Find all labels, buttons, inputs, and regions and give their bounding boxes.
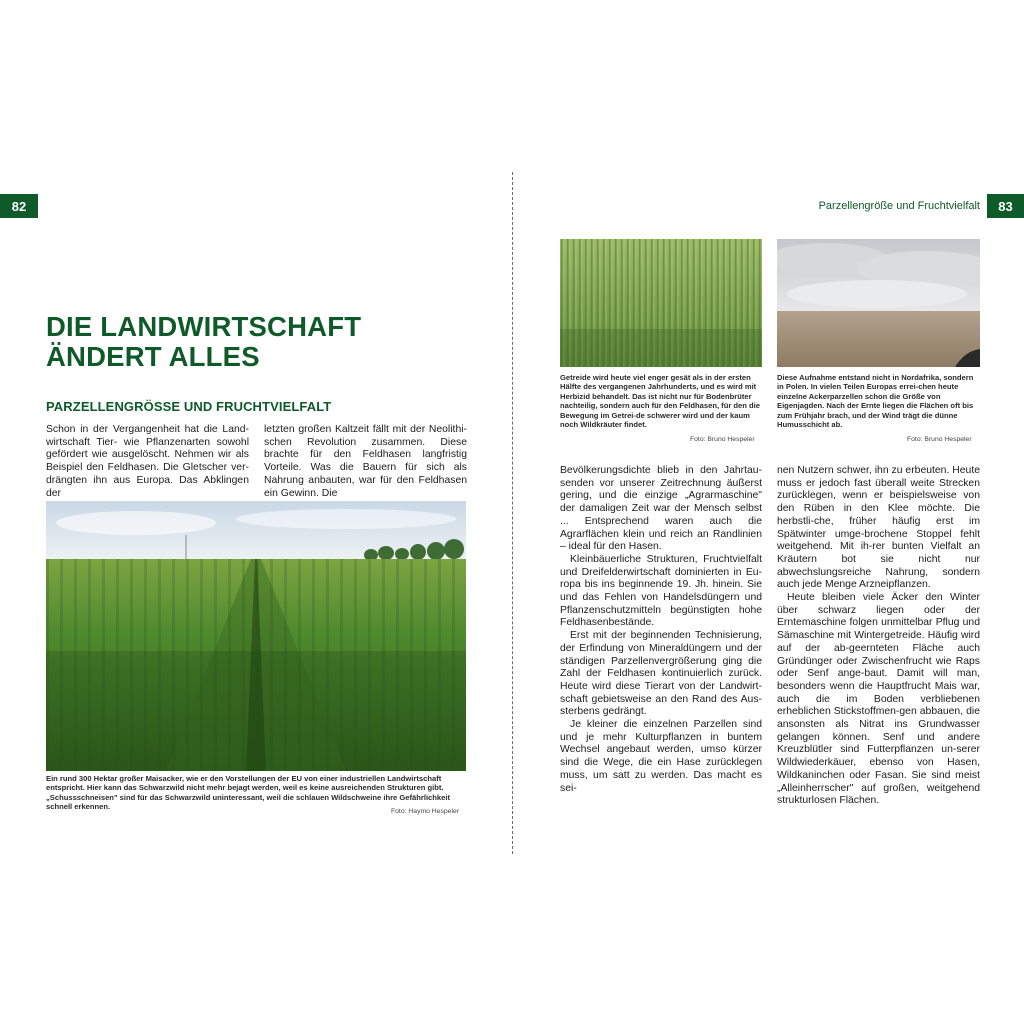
left-column-2 [264, 424, 467, 500]
paragraph: Je kleiner die einzelnen Parzellen sind und je mehr Kulturpflanzen in buntem Wechsel angebaut werden, umso kürzer sind die Wege, die ein Hase zurücklegen muss, um satt zu werden. Das macht es sei- [560, 719, 762, 794]
corn-field-credit: Foto: Haymo Hespeler [391, 808, 459, 815]
page-number-right: 83 [987, 194, 1024, 218]
running-head: Parzellengröße und Fruchtvielfalt [818, 200, 980, 212]
paragraph: Kleinbäuerliche Strukturen, Fruchtvielfalt und Dreifelderwirtschaft dominierten in Eu-ropa bis ins beginnende 19. Jh. hinein. Sie und das Fehlen von Handelsdüngern und Pflanzenschutzmitteln begünstigten hohe Feldhasenbestände. [560, 553, 762, 629]
page-number-left: 82 [0, 194, 38, 218]
chapter-title-line-1: DIE LANDWIRTSCHAFT [46, 311, 362, 342]
paragraph: nen Nutzern schwer, ihn zu erbeuten. Heute muss er jedoch fast überall weite Strecken zurücklegen, wenn er beispielsweise von den Rüben in den Klee möchte. Die herbstli-che, früher häufig erst im Spätwinter umge-brochene Stoppel fehlt weitgehend. Mit ih-rer bunten Vielfalt an Kräutern bot sie nicht nur abwechslungsreiche Nahrung, sondern auch jede Menge Arzneipflanzen. [777, 465, 980, 591]
corn-field-image [46, 501, 466, 771]
chapter-title-line-2: ÄNDERT ALLES [46, 341, 260, 372]
plowed-field-caption: Diese Aufnahme entstand nicht in Nordafrika, sondern in Polen. In vielen Teilen Europas errei-chen heute einzelne Ackerparzellen schon die Größe von Eigenjagden. Nach der Ernte liegen die Flächen oft bis zum Frühjahr brach, und der Wind trägt die dünne Humusschicht ab. [777, 373, 974, 430]
paragraph: letzten großen Kaltzeit fällt mit der Neolithi-schen Revolution zusammen. Diese brachte für den Feldhasen langfristig Vorteile. Was die Bauern für sich als Nahrung anbauten, war für den Feldhasen ein Gewinn. Die [264, 424, 467, 499]
plowed-field-credit: Foto: Bruno Hespeler [907, 436, 972, 443]
plowed-field-image [777, 239, 980, 367]
plowed-field-photo [777, 239, 980, 367]
left-column-1 [46, 424, 249, 500]
wheat-field-credit: Foto: Bruno Hespeler [690, 436, 755, 443]
right-column-2 [777, 465, 980, 808]
chapter-title [46, 312, 466, 372]
wheat-field-caption: Getreide wird heute viel enger gesät als in der ersten Hälfte des vergangenen Jahrhunderts, und es wird mit Herbizid behandelt. Das ist nicht nur für Bodenbrüter nachteilig, sondern auch für den Feldhasen, für den die Bewegung im Getrei-de schwerer wird und der kaum noch Wildkräuter findet. [560, 373, 760, 430]
paragraph: Heute bleiben viele Äcker den Winter über schwarz liegen oder der Erntemaschine folgen unmittelbar Pflug und Sämaschine mit Wintergetreide. Häufig wird auf der ab-geernteten Fläche auch Gründünger oder Zwischenfrucht wie Raps oder Senf ange-baut. Damit will man, besonders wenn die Hauptfrucht Mais war, auch die im Boden verbliebenen erheblichen Stickstoffmen-gen abbauen, die ansonsten als Nitrat ins Grundwasser gelangen können. Senf und andere Kreuzblütler sind Futterpflanzen un-serer Wildwiederkäuer, ebenso von Hasen, Wildkaninchen oder Fasan. Sie sind meist „Alleinherrscher" auf großen, weitgehend strukturlosen Flächen. [777, 592, 980, 807]
section-heading: PARZELLENGRÖSSE UND FRUCHTVIELFALT [46, 399, 332, 414]
right-column-1 [560, 465, 762, 795]
paragraph: Erst mit der beginnenden Technisierung, der Erfindung von Mineraldüngern und der ständigen Parzellenvergrößerung ging die Zahl der Feldhasen kontinuierlich zurück. Heute wird diese Tierart von der Landwirt-schaft gebietsweise an den Rand des Aus-sterbens gedrängt. [560, 630, 762, 718]
paragraph: Schon in der Vergangenheit hat die Land-wirtschaft Tier- wie Pflanzenarten sowohl gefördert wie ausgelöscht. Nehmen wir als Beispiel den Feldhasen. Die Gletscher ver-drängten ihn aus Europa. Das Abklingen der [46, 424, 249, 499]
corn-field-caption: Ein rund 300 Hektar großer Maisacker, wie er den Vorstellungen der EU von einer industriellen Landwirtschaft entspricht. Hier kann das Schwarzwild nicht mehr bejagt werden, weil es keine ausreichenden Strukturen gibt. „Schussschneisen" sind für das Schwarzwild uninteressant, weil die schlauen Wildschweine ihre Gefährlichkeit schnell erkennen. [46, 774, 451, 812]
page-gutter-divider [512, 172, 513, 854]
corn-field-photo [46, 501, 466, 771]
paragraph: Bevölkerungsdichte blieb in den Jahrtau-senden vor unserer Zeitrechnung äußerst gering, und die einzige „Agrarmaschine" der damaligen Zeit war der Mensch selbst ... Entsprechend waren auch die Agrarflächen klein und reich an Randlinien – ideal für den Hasen. [560, 465, 762, 553]
wheat-field-image [560, 239, 762, 367]
wheat-field-photo [560, 239, 762, 367]
